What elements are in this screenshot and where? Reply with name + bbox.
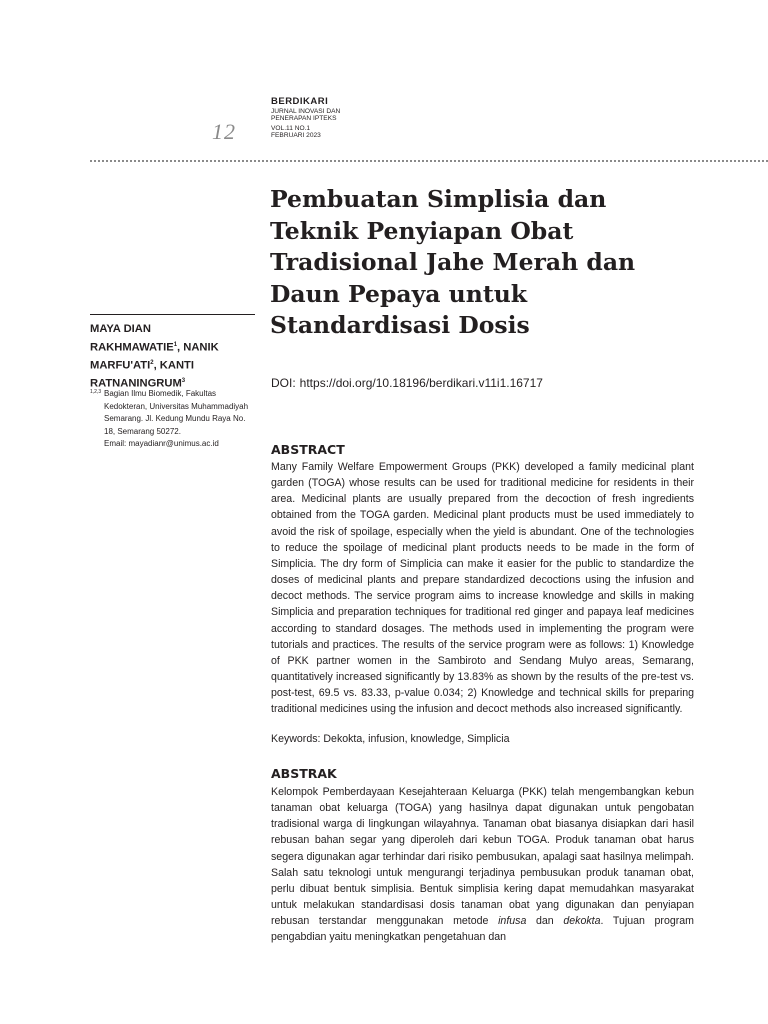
author-email: Email: mayadianr@unimus.ac.id [104, 439, 219, 448]
doi-label: DOI: [271, 376, 296, 390]
abstrak-text: Kelompok Pemberdayaan Kesejahteraan Keluarga (PKK) telah mengembangkan kebun tanaman obat keluarga (TOGA) yang hasilnya dapat digunakan untuk pengobatan tradisional warga di lingkungan wilayahnya. Tanaman obat biasanya disiapkan dari hasil rebusan bahan segar yang diperoleh dari kebun TOGA. Produk tanaman obat harus segera digunakan agar terhindar dari risiko pembusukan, apalagi saat hasilnya melimpah. Salah satu teknologi untuk mengurangi terjadinya pembusukan produk tanaman obat, perlu dibuat bentuk simplisia. Bentuk simplisia kering dapat memudahkan masyarakat untuk melakukan standardisasi dosis tanaman obat yang digunakan dan penyiapan rebusan terstandar menggunakan metode [271, 786, 694, 928]
doi-link[interactable]: https://doi.org/10.18196/berdikari.v11i1.16717 [299, 376, 543, 390]
doi [271, 376, 543, 390]
abstrak-connector: dan [536, 915, 554, 928]
keywords: Keywords: Dekokta, infusion, knowledge, Simplicia [271, 733, 510, 745]
author-line: RATNANINGRUM [90, 377, 182, 390]
author-affiliation [90, 388, 260, 451]
journal-date: FEBRUARI 2023 [271, 132, 321, 140]
author-line: RAKHMAWATIE [90, 341, 174, 354]
author-list [90, 322, 262, 392]
author-superscript: 1 [173, 341, 178, 348]
article-title: Pembuatan Simplisia dan Teknik Penyiapan Obat Tradisional Jahe Merah dan Daun Pepaya untuk Standardisasi Dosis [270, 185, 636, 339]
journal-volume: VOL.11 NO.1 [271, 124, 311, 132]
abstrak-term-infusa: infusa [498, 915, 527, 928]
author-superscript: 3 [181, 377, 186, 384]
affiliation-marks: 1,2,3 [90, 389, 102, 395]
abstrak-body [271, 784, 694, 946]
author-line: MARFU'ATI [90, 359, 151, 372]
journal-name: BERDIKARI [271, 96, 329, 107]
abstract-body: Many Family Welfare Empowerment Groups (PKK) developed a family medicinal plant garden (TOGA) whose results can be used for traditional medicine for residents in their area. Medicinal plants are usually prepared from the decoction of fresh ingredients obtained from the TOGA garden. Medicinal plant products must be used immediately to avoid the risk of spoilage, especially when the yield is abundant. One of the technologies to reduce the spoilage of medicinal plant products needs to be made in the form of Simplicia. The dry form of Simplicia can make it easier for the public to standardize the doses of medicinal plants and prepare standardized decoctions using the infusion and decoct methods. The service program aims to increase knowledge and skills in making Simplicia and preparation techniques for traditional red ginger and papaya leaf medicines according to standard dosages. The methods used in implementing the program were tutorials and practices. The results of the service program were as follows: 1) Knowledge of PKK partner women in the Sambiroto and Sendang Mulyo areas, Semarang, quantitatively increased significantly by 13.83% as shown by the results of the pre-test vs. post-test, 69.5 vs. 83.33, p-value 0.034; 2) Knowledge and technical skills for preparing traditional medicines using the infusion and decoct methods also increased significantly. [271, 461, 694, 716]
header-divider [90, 160, 768, 162]
abstract-heading: ABSTRACT [271, 442, 345, 457]
journal-subtitle: JURNAL INOVASI DAN PENERAPAN IPTEKS [271, 108, 341, 123]
affiliation-text: Bagian Ilmu Biomedik, Fakultas Kedokteran, Universitas Muhammadiyah Semarang. Jl. Kedung Mundu Raya No. 18, Semarang 50272. [104, 389, 249, 436]
abstrak-heading: ABSTRAK [271, 766, 337, 781]
author-line: MAYA DIAN [90, 323, 151, 335]
author-divider [90, 314, 255, 315]
journal-info [271, 96, 431, 140]
abstrak-term-dekokta: dekokta [563, 915, 601, 928]
page-number: 12 [212, 119, 236, 144]
author-line: , KANTI [153, 359, 194, 372]
author-superscript: 2 [150, 359, 154, 366]
abstrak-text-continued: . Tujuan program pengabdian yaitu meningkatkan pengetahuan dan [271, 915, 694, 944]
author-line: , NANIK [177, 341, 219, 354]
